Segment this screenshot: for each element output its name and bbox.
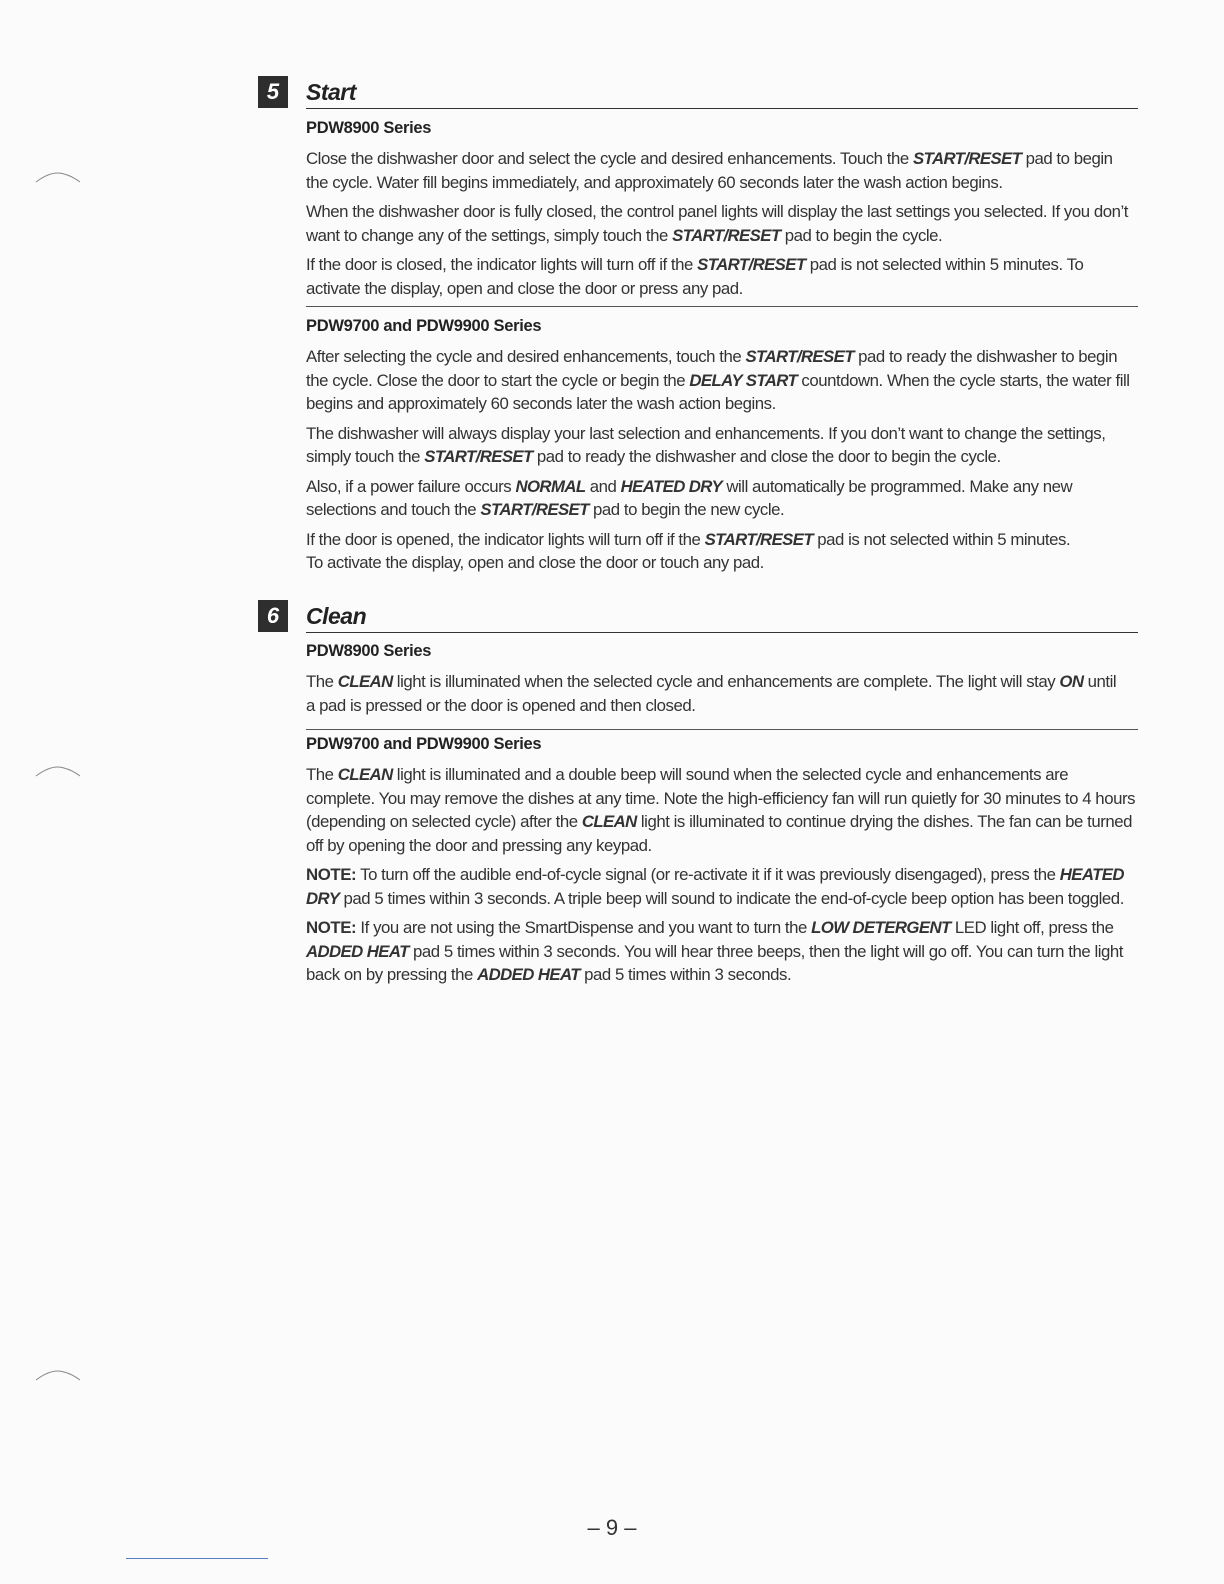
- step-6-header: [258, 600, 1138, 640]
- step-title: Start: [306, 79, 356, 105]
- note-label: NOTE:: [306, 865, 357, 884]
- paragraph: After selecting the cycle and desired enhancements, touch the START/RESET pad to ready the dishwasher to begin the cycle. Close the door to start the cycle or begin the DELAY START countdown. When the cycle starts, the water fill begins and approximately 60 seconds later the wash action begins.: [306, 347, 1130, 413]
- keyword: START/RESET: [912, 149, 1022, 168]
- bottom-edge-line: [126, 1558, 268, 1559]
- margin-mark: [34, 168, 84, 184]
- subsection-heading: PDW9700 and PDW9900 Series: [306, 735, 542, 753]
- keyword: START/RESET: [745, 347, 854, 366]
- keyword: ADDED HEAT: [306, 941, 409, 961]
- paragraph: The CLEAN light is illuminated and a double beep will sound when the selected cycle and enhancements are complete. You may remove the dishes at any time. Note the high-efficiency fan will run quietly for 30 minutes to 4 hours (depending on selected cycle) after the CLEAN light is illuminated to continue drying the dishes. The fan can be turned off by opening the door and pressing any keypad.: [306, 765, 1136, 855]
- paragraph: Close the dishwasher door and select the cycle and desired enhancements. Touch the START/RESET pad to begin the cycle. Water fill begins immediately, and approximately 60 seconds later the wash action begins.: [306, 149, 1113, 192]
- step5-pdw8900-block: [306, 117, 1138, 306]
- step-number-badge: 5: [258, 76, 288, 108]
- keyword: ON: [1059, 672, 1084, 691]
- step-number-badge: 6: [258, 600, 288, 632]
- keyword: START/RESET: [480, 500, 589, 519]
- note-paragraph: NOTE: To turn off the audible end-of-cycle signal (or re-activate it if it was previously disengaged), press the HEATED DRY pad 5 times within 3 seconds. A triple beep will sound to indicate the end-of-cycle beep option has been toggled.: [306, 865, 1124, 908]
- subsection-heading: PDW8900 Series: [306, 642, 432, 660]
- step5-pdw9700-block: [306, 315, 1138, 581]
- note-label: NOTE:: [306, 918, 357, 937]
- keyword: START/RESET: [672, 225, 781, 245]
- keyword: CLEAN: [581, 812, 637, 831]
- keyword: HEATED DRY: [620, 476, 723, 496]
- step6-pdw9700-block: [306, 733, 1138, 993]
- margin-mark: [34, 762, 84, 778]
- keyword: ADDED HEAT: [477, 965, 580, 984]
- keyword: DELAY START: [689, 370, 798, 390]
- section-divider: [306, 632, 1138, 633]
- paragraph: If the door is opened, the indicator lights will turn off if the START/RESET pad is not selected within 5 minutes. To activate the display, open and close the door or touch any pad.: [306, 529, 1071, 572]
- paragraph: The dishwasher will always display your last selection and enhancements. If you don’t want to change the settings, simply touch the START/RESET pad to ready the dishwasher and close the door to begin the cycle.: [306, 423, 1106, 466]
- paragraph: When the dishwasher door is fully closed, the control panel lights will display the last settings you selected. If you don’t want to change any of the settings, simply touch the START/RESET pad to begin the cycle.: [306, 202, 1128, 245]
- paragraph: The CLEAN light is illuminated when the selected cycle and enhancements are complete. The light will stay ON until a pad is pressed or the door is opened and then closed.: [306, 672, 1117, 715]
- keyword: START/RESET: [704, 529, 814, 549]
- keyword: LOW DETERGENT: [811, 918, 951, 937]
- keyword: CLEAN: [337, 765, 393, 784]
- keyword: START/RESET: [424, 447, 533, 466]
- page-number: – 9 –: [587, 1515, 637, 1540]
- step6-pdw8900-block: [306, 640, 1138, 723]
- section-divider: [306, 108, 1138, 109]
- note-paragraph: NOTE: If you are not using the SmartDispense and you want to turn the LOW DETERGENT LED light off, press the ADDED HEAT pad 5 times within 3 seconds. You will hear three beeps, then the light will go off. You can turn the light back on by pressing the ADDED HEAT pad 5 times within 3 seconds.: [306, 918, 1123, 984]
- keyword: HEATED DRY: [306, 865, 1124, 908]
- subsection-heading: PDW8900 Series: [306, 119, 432, 137]
- subsection-divider: [306, 306, 1138, 307]
- step-5-header: [258, 76, 1138, 116]
- subsection-divider: [306, 729, 1138, 730]
- keyword: START/RESET: [697, 255, 806, 274]
- paragraph: Also, if a power failure occurs NORMAL and HEATED DRY will automatically be programmed. Make any new selections and touch the START/RESET pad to begin the new cycle.: [306, 476, 1073, 519]
- keyword: CLEAN: [337, 672, 393, 691]
- paragraph: If the door is closed, the indicator lights will turn off if the START/RESET pad is not selected within 5 minutes. To activate the display, open and close the door or press any pad.: [306, 255, 1084, 298]
- subsection-heading: PDW9700 and PDW9900 Series: [306, 317, 542, 335]
- step-title: Clean: [306, 603, 367, 629]
- keyword: NORMAL: [515, 476, 586, 496]
- margin-mark: [34, 1366, 84, 1382]
